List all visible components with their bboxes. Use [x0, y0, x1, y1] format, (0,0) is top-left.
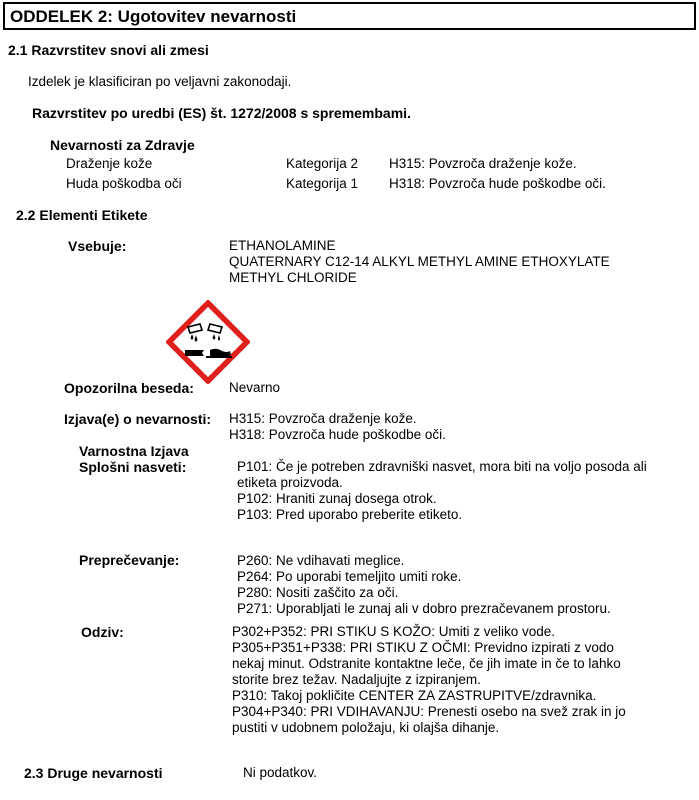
response-label: Odziv: [81, 624, 124, 640]
general-advice-label: Splošni nasveti: [79, 459, 187, 475]
contains-label: Vsebuje: [68, 238, 127, 254]
precaution-line: P102: Hraniti zunaj dosega otrok. [237, 491, 437, 506]
hazard-statement-line: H315: Povzroča draženje kože. [229, 411, 417, 426]
health-hazards-heading: Nevarnosti za Zdravje [50, 137, 195, 153]
precaution-line: P103: Pred uporabo preberite etiketo. [237, 507, 463, 522]
precaution-line: storite brez težav. Nadaljujte z izpiranjem. [232, 672, 481, 687]
precaution-line: etiketa proizvoda. [237, 475, 343, 490]
contains-list [229, 238, 610, 286]
hazard-statements-label: Izjava(e) o nevarnosti: [64, 411, 212, 427]
subsection-2-2-heading: 2.2 Elementi Etikete [16, 207, 148, 223]
prevention-label: Preprečevanje: [79, 552, 180, 568]
precaution-line: P264: Po uporabi temeljito umiti roke. [237, 569, 462, 584]
precaution-line: P302+P352: PRI STIKU S KOŽO: Umiti z veliko vode. [232, 624, 555, 639]
classification-intro: Izdelek je klasificiran po veljavni zakonodaji. [28, 74, 292, 89]
precaution-line: P271: Uporabljati le zunaj ali v dobro prezračevanem prostoru. [237, 601, 611, 616]
signal-word-value: Nevarno [229, 380, 281, 395]
hazard-statement: H315: Povzroča draženje kože. [389, 156, 577, 171]
precaution-line: P304+P340: PRI VDIHAVANJU: Prenesti osebo na svež zrak in jo [232, 704, 626, 719]
ingredient: METHYL CHLORIDE [229, 270, 357, 285]
section-title: ODDELEK 2: Ugotovitev nevarnosti [10, 7, 297, 26]
hazard-category: Kategorija 1 [286, 176, 359, 191]
signal-word-label: Opozorilna beseda: [64, 380, 194, 396]
ingredient: QUATERNARY C12-14 ALKYL METHYL AMINE ETHOXYLATE [229, 254, 610, 269]
hazard-class-name: Draženje kože [66, 156, 153, 171]
precaution-line: P101: Če je potreben zdravniški nasvet, mora biti na voljo posoda ali [237, 459, 647, 474]
precaution-line: P280: Nositi zaščito za oči. [237, 585, 399, 600]
precautionary-title: Varnostna Izjava [79, 443, 189, 459]
precautionary-label [79, 443, 189, 475]
hazard-statement: H318: Povzroča hude poškodbe oči. [389, 176, 606, 191]
hazard-class-name: Huda poškodba oči [66, 176, 182, 191]
general-advice-list [237, 459, 647, 523]
prevention-list [237, 553, 611, 617]
other-hazards-value: Ni podatkov. [243, 765, 318, 780]
hazard-statements-list [229, 411, 446, 443]
precaution-line: pustiti v udobnem položaju, ki olajša dihanje. [232, 720, 500, 735]
regulation-heading: Razvrstitev po uredbi (ES) št. 1272/2008 s spremembami. [32, 105, 411, 121]
subsection-2-1-heading: 2.1 Razvrstitev snovi ali zmesi [8, 42, 209, 58]
corrosion-ghs05-icon [166, 300, 250, 384]
response-list [232, 624, 626, 736]
hazard-statement-line: H318: Povzroča hude poškodbe oči. [229, 427, 446, 442]
precaution-line: nekaj minut. Odstranite kontaktne leče, če jih imate in če to lahko [232, 656, 621, 671]
precaution-line: P305+P351+P338: PRI STIKU Z OČMI: Previdno izpirati z vodo [232, 640, 614, 655]
hazard-category: Kategorija 2 [286, 156, 359, 171]
section-header [3, 2, 696, 30]
precaution-line: P260: Ne vdihavati meglice. [237, 553, 405, 568]
ingredient: ETHANOLAMINE [229, 238, 336, 253]
subsection-2-3-heading: 2.3 Druge nevarnosti [24, 765, 163, 781]
precaution-line: P310: Takoj pokličite CENTER ZA ZASTRUPITVE/zdravnika. [232, 688, 597, 703]
